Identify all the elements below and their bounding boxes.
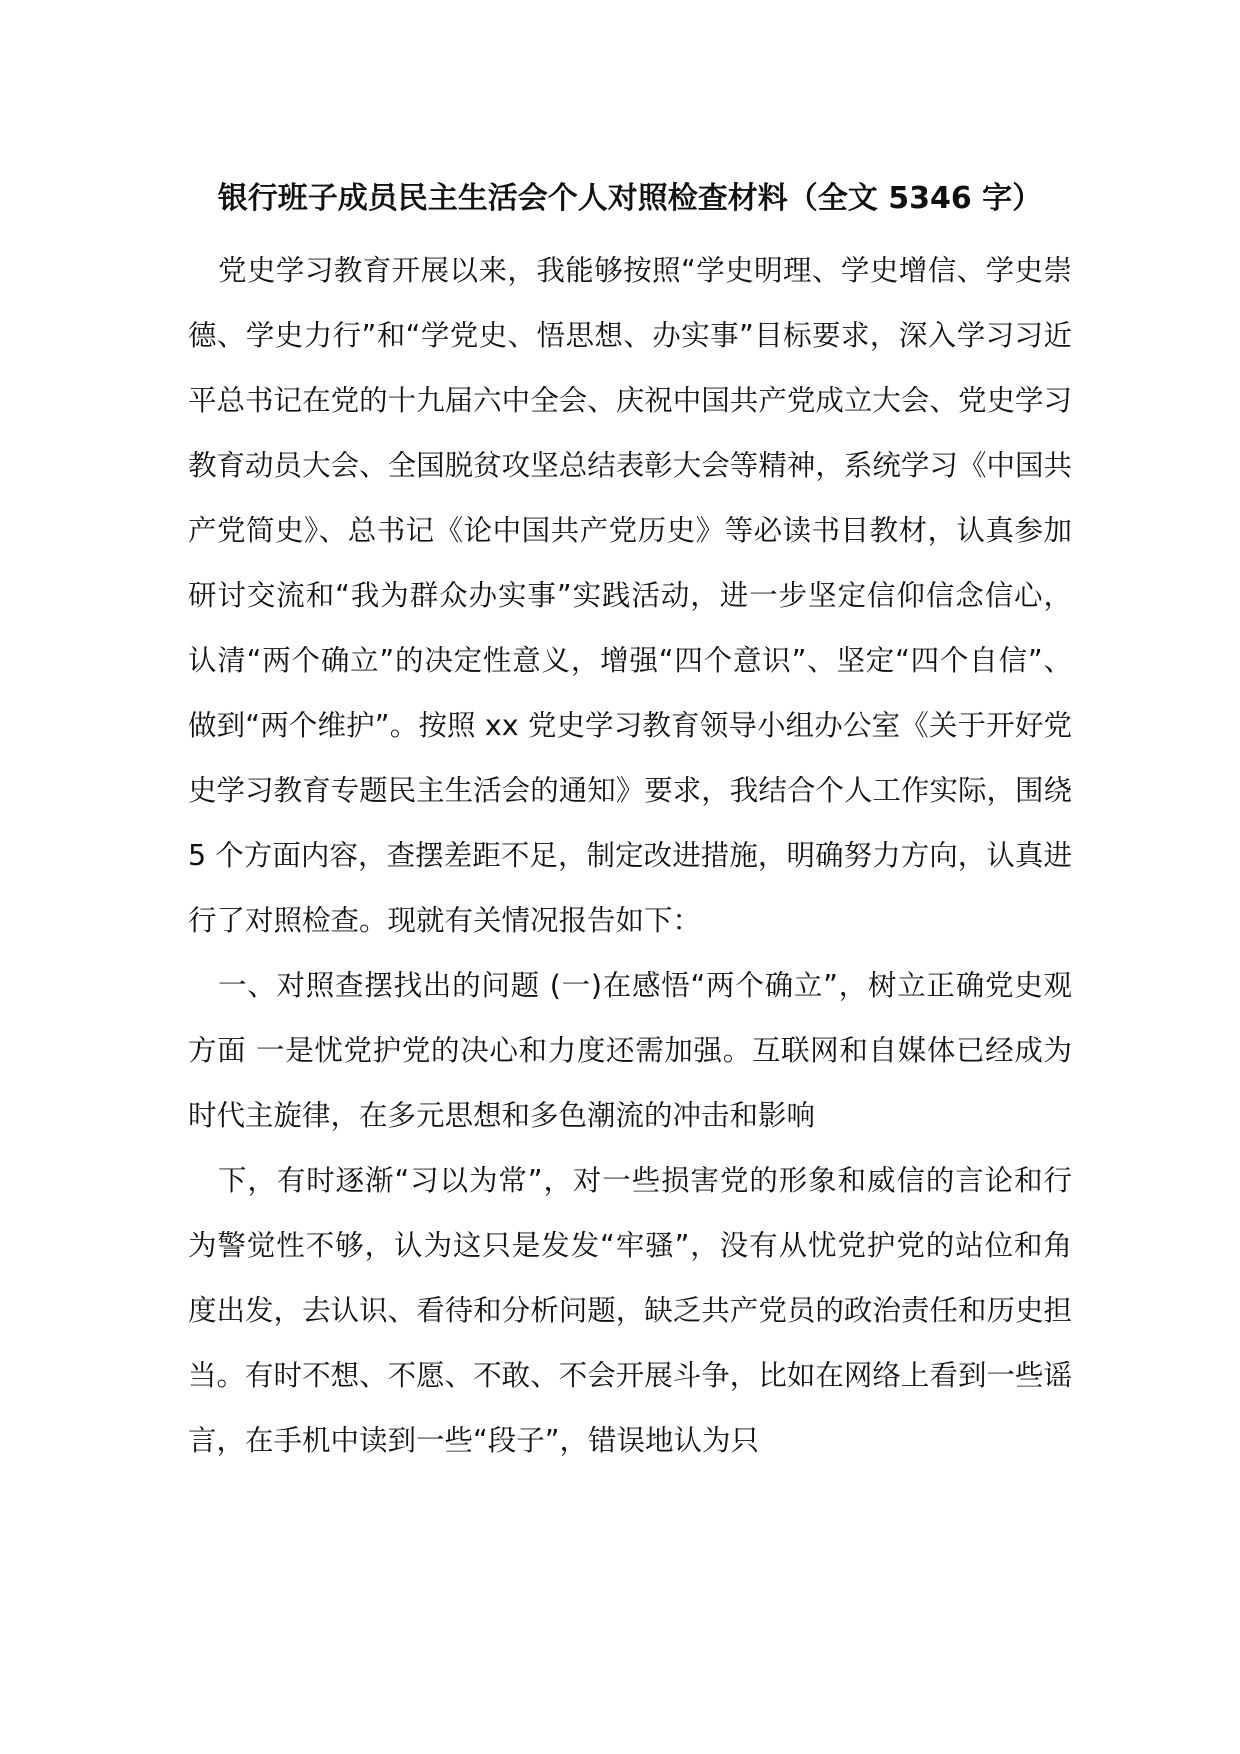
- document-title: 银行班子成员民主生活会个人对照检查材料（全文 5346 字）: [217, 181, 1043, 216]
- paragraph-continuation: 下，有时逐渐“习以为常”，对一些损害党的形象和威信的言论和行为警觉性不够，认为这只是发发“牢骚”，没有从忧党护党的站位和角度出发，去认识、看待和分析问题，缺乏共产党员的政治责任和历史担当。有时不想、不愿、不敢、不会开展斗争，比如在网络上看到一些谣言，在手机中读到一些“段子”，错误地认为只: [188, 1164, 1072, 1457]
- paragraph-intro: 党史学习教育开展以来，我能够按照“学史明理、学史增信、学史崇德、学史力行”和“学党史、悟思想、办实事”目标要求，深入学习习近平总书记在党的十九届六中全会、庆祝中国共产党成立大会、党史学习教育动员大会、全国脱贫攻坚总结表彰大会等精神，系统学习《中国共产党简史》、总书记《论中国共产党历史》等必读书目教材，认真参加研讨交流和“我为群众办实事”实践活动，进一步坚定信仰信念信心，认清“两个确立”的决定性意义，增强“四个意识”、坚定“四个自信”、做到“两个维护”。按照 xx 党史学习教育领导小组办公室《关于开好党史学习教育专题民主生活会的通知》要求，我结合个人工作实际，围绕 5 个方面内容，查摆差距不足，制定改进措施，明确努力方向，认真进行了对照检查。现就有关情况报告如下：: [188, 254, 1072, 937]
- paragraph-section-one: 一、对照查摆找出的问题 (一)在感悟“两个确立”，树立正确党史观方面 一是忧党护党的决心和力度还需加强。互联网和自媒体已经成为时代主旋律，在多元思想和多色潮流的冲击和影响: [188, 969, 1072, 1132]
- document-page: [188, 168, 1072, 1473]
